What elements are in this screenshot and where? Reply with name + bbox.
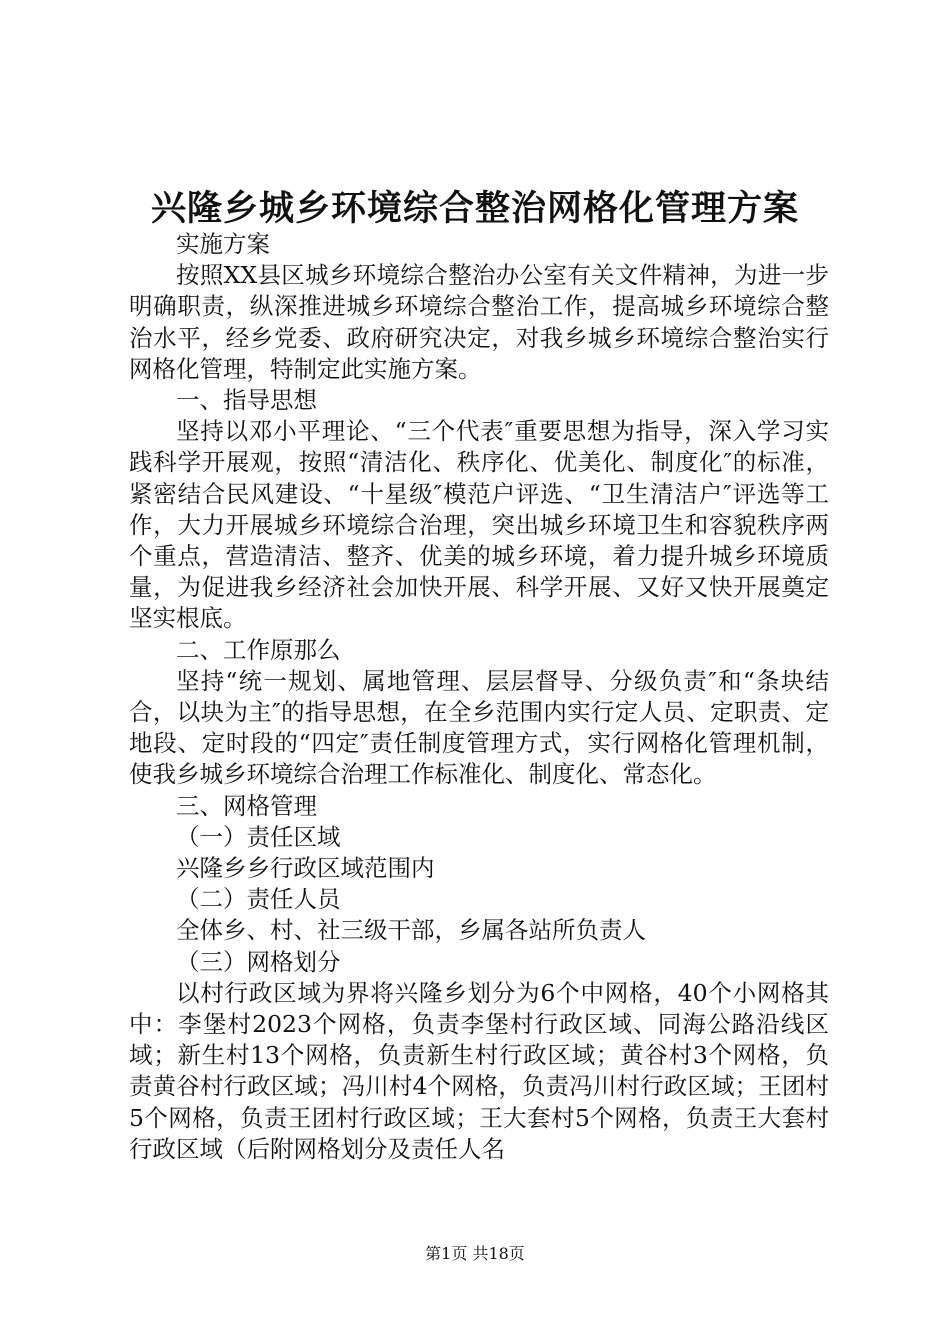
- document-title: 兴隆乡城乡环境综合整治网格化管理方案: [150, 188, 799, 229]
- paragraph-label: 实施方案: [176, 230, 270, 258]
- paragraph: 全体乡、村、社三级干部，乡属各站所负责人: [176, 916, 646, 945]
- subsection-heading: （一）责任区域: [176, 822, 341, 851]
- document-body: [129, 229, 829, 1165]
- page-number-footer: 第1页 共18页: [425, 1244, 525, 1263]
- section-heading: 三、网格管理: [176, 791, 317, 820]
- paragraph: 兴隆乡乡行政区域范围内: [176, 854, 435, 883]
- paragraph: 以村行政区域为界将兴隆乡划分为6个中网格，40个小网格其中：李堡村2023个网格，负责李堡村行政区域、同海公路沿线区域；新生村13个网格，负责新生村行政区域；黄谷村3个网格，负责黄谷村行政区域；冯川村4个网格，负责冯川村行政区域；王团村5个网格，负责王团村行政区域；王大套村5个网格，负责王大套村行政区域（后附网格划分及责任人名: [129, 978, 829, 1163]
- paragraph: 按照XX县区城乡环境综合整治办公室有关文件精神，为进一步明确职责，纵深推进城乡环境综合整治工作，提高城乡环境综合整治水平，经乡党委、政府研究决定，对我乡城乡环境综合整治实行网格化管理，特制定此实施方案。: [129, 261, 829, 383]
- subsection-heading: （二）责任人员: [176, 885, 341, 914]
- paragraph: 坚持“统一规划、属地管理、层层督导、分级负责″和“条块结合，以块为主″的指导思想，在全乡范围内实行定人员、定职责、定地段、定时段的“四定″责任制度管理方式，实行网格化管理机制，使我乡城乡环境综合治理工作标准化、制度化、常态化。: [129, 666, 829, 789]
- paragraph: 坚持以邓小平理论、“三个代表″重要思想为指导，深入学习实践科学开展观，按照“清洁化、秩序化、优美化、制度化″的标准，紧密结合民风建设、“十星级″模范户评选、“卫生清洁户″评选等工作，大力开展城乡环境综合治理，突出城乡环境卫生和容貌秩序两个重点，营造清洁、整齐、优美的城乡环境，着力提升城乡环境质量，为促进我乡经济社会加快开展、科学开展、又好又快开展奠定坚实根底。: [129, 417, 829, 633]
- subsection-heading: （三）网格划分: [176, 947, 341, 976]
- section-heading: 二、工作原那么: [176, 635, 341, 664]
- section-heading: 一、指导思想: [176, 386, 317, 415]
